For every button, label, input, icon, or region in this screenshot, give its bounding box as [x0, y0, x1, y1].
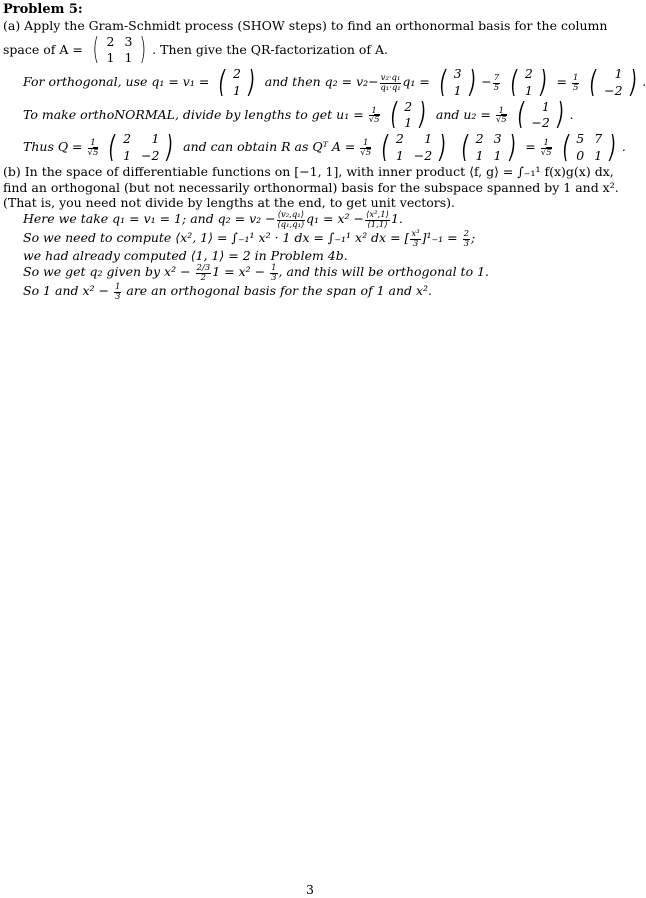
part-b-prompt-line2: find an orthogonal (but not necessarily orthonormal) basis for the subspace spanned by 1 and x².: [3, 179, 619, 195]
page-number: 3: [306, 882, 314, 897]
solution-b-line3: we had already computed ⟨1, 1⟩ = 2 in Problem 4b.: [23, 248, 348, 264]
vector-2-1: ( 2 1 ): [510, 64, 547, 100]
part-a-prompt-line1: (a) Apply the Gram-Schmidt process (SHOW steps) to find an orthonormal basis for the column: [3, 18, 608, 34]
matrix-a: ( 2 3 1 1 ): [92, 32, 147, 68]
solution-a-line3: Thus Q = $\frac{1}{√5}$ ( 2 1 1 −2 ) and can obtain R as Qᵀ A = $\frac{1}{√5}$ ( 2 1 1 −2 ) ( 2 3 1 1 ) = $\frac{1}{√5}$ ( 5 7 0 1 ) .: [23, 129, 626, 165]
part-b-prompt-line1: (b) In the space of differentiable functions on [−1, 1], with inner product ⟨f, g⟩ = ∫₋₁¹ f(x)g(x) dx,: [3, 163, 614, 179]
part-b-prompt-line3: (That is, you need not divide by lengths at the end, to get unit vectors).: [3, 195, 456, 211]
solution-a-line1: For orthogonal, use q₁ = v₁ = ( 2 1 ) and then q₂ = v₂− $\frac{\text{v₂·q₁}}{\text{q₁·q₁}}$ q₁ = ( 3 1 ) − $\frac{7}{5}$ ( 2 1 ) = $\frac{1}{5}$ ( 1 −2 ) .: [23, 64, 646, 100]
vector-2-1: ( 2 1 ): [218, 64, 256, 100]
part-a-prompt-line2: space of A = ( 2 3 1 1 ) . Then give the QR-factorization of A.: [3, 32, 389, 68]
matrix-q: ( 2 1 1 −2 ): [108, 129, 174, 165]
solution-b-line4: So we get q₂ given by x² − $\frac{2/3}{2}$ 1 = x² − $\frac{1}{3}$ , and this will be orthogonal to 1.: [23, 263, 489, 283]
solution-b-line2: So we need to compute ⟨x², 1⟩ = ∫₋₁¹ x² · 1 dx = ∫₋₁¹ x² dx = [ $\frac{\text{x³}}{3}$ ]¹₋₁ = $\frac{2}{3}$ ;: [23, 228, 476, 249]
solution-b-line1: Here we take q₁ = v₁ = 1; and q₂ = v₂ − $\frac{\text{⟨v₂,q₁⟩}}{\text{⟨q₁,q₁⟩}}$ q₁ = x² − $\frac{\text{⟨x²,1⟩}}{⟨1,1⟩}$ 1.: [23, 209, 403, 230]
vector-3-1: ( 3 1 ): [439, 64, 476, 100]
solution-a-line2: To make orthoNORMAL, divide by lengths to get u₁ = $\frac{1}{√5}$ ( 2 1 ) and u₂ = $\frac{1}{√5}$ ( 1 −2 ) .: [23, 97, 574, 133]
matrix-r: ( 5 7 0 1 ): [562, 129, 617, 165]
problem-heading: Problem 5:: [3, 2, 83, 17]
document-page: [3, 0, 646, 302]
vector-1-minus2: ( 1 −2 ): [590, 64, 637, 100]
fraction: $\frac{\text{v₂·q₁}}{\text{q₁·q₁}}$: [380, 73, 401, 93]
solution-b-line5: So 1 and x² − $\frac{1}{3}$ are an orthogonal basis for the span of 1 and x².: [23, 281, 433, 302]
